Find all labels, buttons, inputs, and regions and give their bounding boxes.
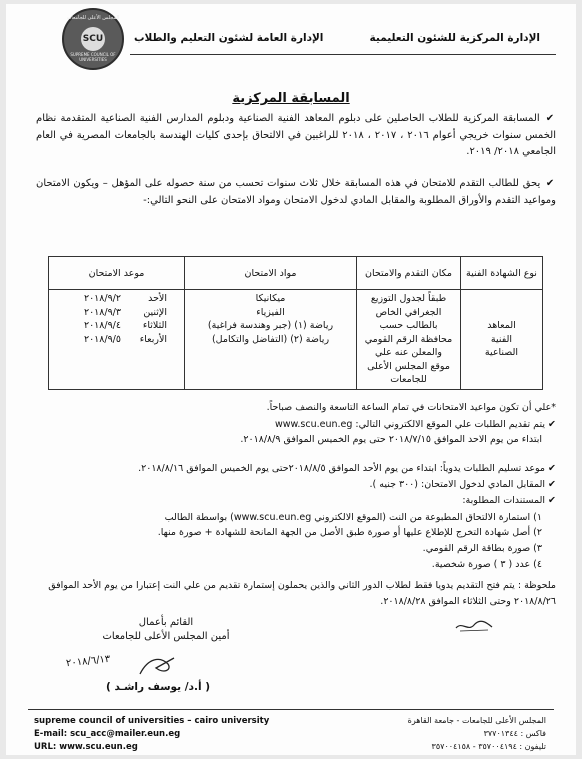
checkmark-bullet-icon: ✔ [545, 178, 555, 189]
handwritten-date: ٢٠١٨/٦/١٣ [65, 653, 111, 670]
checkmark-bullet-icon: ✔ [548, 419, 556, 430]
location-cell [357, 290, 461, 390]
exam-day: الأربعاء [139, 333, 167, 345]
exam-time-note: *علي أن تكون مواعيد الامتحانات في تمام الساعة التاسعة والنصف صباحاً. [266, 402, 556, 413]
logo-ring-text-english: SUPREME COUNCIL OF UNIVERSITIES [70, 52, 116, 62]
exam-date: ٢٠١٨/٩/٢ [83, 293, 121, 304]
document-page [6, 4, 576, 755]
certificate-line: المعاهد [487, 320, 516, 331]
exam-day: الثلاثاء [142, 320, 167, 331]
exam-day: الأحد [148, 293, 167, 304]
fee-note [26, 478, 556, 491]
subject-item: ميكانيكا [255, 293, 286, 304]
subjects-cell [185, 290, 357, 390]
signature-position: أمين المجلس الأعلى للجامعات [102, 631, 230, 642]
table-header-cell: مكان التقدم والامتحان [357, 257, 461, 290]
table-header-cell: موعد الامتحان [49, 257, 185, 290]
exam-date-row [52, 319, 181, 333]
documents-title: المستندات المطلوبة: [462, 495, 545, 506]
eligibility-paragraph-text: يحق للطالب التقدم للامتحان في هذه المسابقة خلال ثلاث سنوات تحسب من سنة حصوله على المؤهل – ويكون الامتحان ومواعيد التقدم والأوراق المطلوبة والمقابل المادي لدخول الامتحان ومواد الامتحان على النحو التالي:- [36, 178, 556, 206]
online-apply-note [26, 418, 556, 431]
online-period-note: ابتداء من يوم الاحد الموافق ٢٠١٨/٧/١٥ حتى يوم الخميس الموافق ٢٠١٨/٨/٩. [240, 434, 542, 445]
location-line: محافظة الرقم القومي [364, 333, 453, 345]
eligibility-paragraph [36, 176, 556, 209]
checkmark-bullet-icon: ✔ [545, 113, 555, 124]
fee-text: المقابل المادي لدخول الامتحان: (٣٠٠ جنيه ). [369, 479, 545, 490]
certificate-line: الفنية [490, 333, 513, 345]
document-item: ٢) أصل شهادة التخرج للإطلاع عليها أو صورة طبق الأصل من الجهة المانحة للشهادة + صورة منها. [157, 527, 542, 538]
header-left-title: الإدارة العامة لشئون التعليم والطلاب [134, 32, 324, 44]
exam-date: ٢٠١٨/٩/٣ [83, 306, 121, 318]
table-header-row [49, 257, 543, 290]
location-line: موقع المجلس الأعلى [367, 360, 450, 372]
footer-divider [28, 709, 554, 710]
checkmark-bullet-icon: ✔ [548, 463, 556, 474]
table-row [49, 290, 543, 390]
exam-date: ٢٠١٨/٩/٥ [83, 333, 121, 345]
table-header-cell: مواد الامتحان [185, 257, 357, 290]
location-line: للجامعات [390, 374, 427, 385]
remark-note: ملحوظة : يتم فتح التقديم يدويا فقط لطلاب الدور الثاني والذين يحملون إستمارة تقديم من علي النت إعتبارا من يوم الأحد الموافق ٢٠١٨/٨/٢٦ وحتى الثلاثاء الموافق ٢٠١٨/٨/٢٨. [48, 580, 556, 607]
footer-phone: تليفون : ٣٥٧٠٠٤١٩٤ - ٣٥٧٠٠٤١٥٨ [431, 742, 546, 751]
intro-paragraph-text: المسابقة المركزية للطلاب الحاصلين على دبلوم المعاهد الفنية الصناعية ودبلوم المدارس الفنية الصناعية المتقدمة نظام الخمس سنوات خريجي أعوام ٢٠١٦ ، ٢٠١٧ ، ٢٠١٨ للراغبين في الالتحاق بإحدى كليات الهندسة بالجامعات المصرية في العام الجامعي ٢٠١٨/ ٢٠١٩. [36, 113, 556, 157]
exam-date: ٢٠١٨/٩/٤ [83, 320, 121, 331]
location-line: بالطالب حسب [379, 320, 438, 331]
footer-arabic-line: المجلس الأعلى للجامعات - جامعة القاهرة [407, 716, 546, 725]
signature-acting: القائم بأعمال [138, 617, 194, 628]
exam-date-row [52, 306, 181, 320]
document-item: ٤) عدد ( ٣ ) صورة شخصية. [431, 559, 542, 570]
initials-scribble-icon [454, 619, 494, 633]
subject-item: الفيزياء [256, 306, 285, 318]
signatory-name: ( أ.د/ يوسف راشـد ) [105, 681, 210, 693]
document-title: المسابقة المركزية [232, 91, 350, 106]
subject-item: رياضة (٢) (التفاضل والتكامل) [211, 333, 330, 345]
online-apply-text: يتم تقديم الطلبات علي الموقع الالكتروني التالي: www.scu.eun.eg [274, 419, 545, 430]
header-divider [130, 54, 556, 55]
exam-table [48, 256, 543, 390]
exam-date-row [52, 292, 181, 306]
logo-ring-text-arabic: المجلس الأعلى للجامعات [66, 15, 120, 21]
footer-email: E-mail: scu_acc@mailer.eun.eg [34, 729, 181, 739]
exam-day: الإثنين [143, 306, 167, 318]
footer-english-line: supreme council of universities – cairo university [34, 716, 270, 726]
scu-logo-seal [62, 8, 124, 70]
checkmark-bullet-icon: ✔ [548, 495, 556, 506]
subject-item: رياضة (١) (جبر وهندسة فراغية) [207, 320, 334, 331]
intro-paragraph [36, 111, 556, 161]
signature-block [76, 616, 256, 644]
header-right-title: الإدارة المركزية للشئون التعليمية [369, 32, 540, 44]
manual-submit-text: موعد تسليم الطلبات يدوياً: ابتداء من يوم الأحد الموافق ٢٠١٨/٨/٥حتى يوم الخميس الموافق ٢٠١٨/٨/١٦. [138, 463, 545, 474]
table-header-cell: نوع الشهادة الفنية [461, 257, 543, 290]
manual-submit-note [26, 462, 556, 475]
dates-cell [49, 290, 185, 390]
certificate-cell [461, 290, 543, 390]
checkmark-bullet-icon: ✔ [548, 479, 556, 490]
location-line: والمعلن عنه علي [375, 347, 442, 358]
location-line: الجغرافي الخاص [375, 306, 442, 318]
location-line: طبقاً لجدول التوزيع [370, 293, 447, 304]
exam-date-row [52, 333, 181, 347]
documents-title-line [26, 494, 556, 507]
footer-fax: فاكس : ٣٧٧٠١٣٤٤ [483, 729, 546, 738]
footer-url: URL: www.scu.eun.eg [34, 742, 138, 752]
logo-center-text: SCU [81, 27, 105, 51]
document-item: ١) استمارة الالتحاق المطبوعة من النت (الموقع الالكتروني www.scu.eun.eg) بواسطة الطالب [164, 512, 542, 523]
certificate-line: الصناعية [484, 347, 519, 358]
document-item: ٣) صورة بطاقة الرقم القومي. [422, 543, 542, 554]
